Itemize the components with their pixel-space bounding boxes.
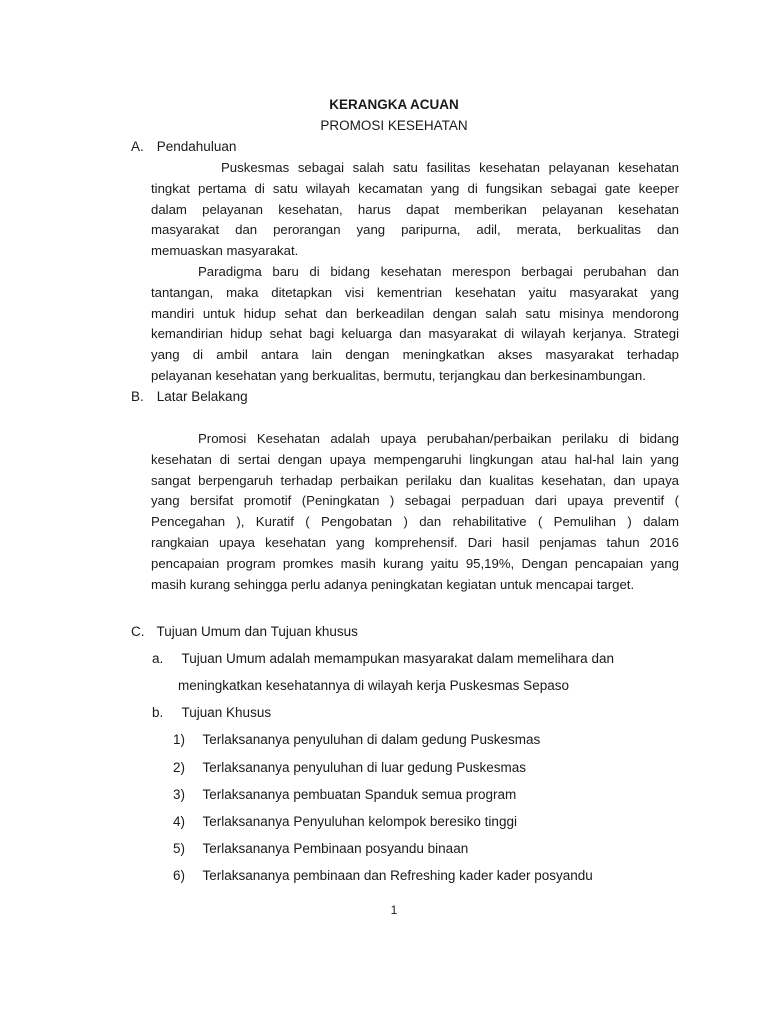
section-c-heading (131, 624, 358, 639)
text-line: kesehatan di sertai dengan upaya mempengaruhi lingkungan atau hal-hal lain yang (151, 451, 679, 467)
list-item-number: 6) (173, 868, 186, 883)
subsection-a-label: a. (152, 651, 164, 666)
list-item-number: 4) (173, 814, 186, 829)
text-line: dalam pelayanan kesehatan, harus dapat memberikan pelayanan kesehatan (151, 201, 679, 217)
section-a-paragraph-1 (151, 158, 679, 262)
text-line: sangat berpengaruh terhadap perbaikan perilaku dan kualitas kesehatan, dan upaya (151, 472, 679, 488)
text-line: pencapaian program promkes masih kurang yaitu 95,19%, Dengan pencapaian yang (151, 555, 679, 571)
subsection-b (152, 705, 271, 720)
page-number: 1 (390, 903, 398, 917)
section-a-title: Pendahuluan (156, 139, 237, 154)
text-line: Pencegahan ), Kuratif ( Pengobatan ) dan rehabilitative ( Pemulihan ) dalam (151, 514, 679, 530)
section-a-heading (131, 139, 236, 154)
section-b-title: Latar Belakang (156, 389, 248, 404)
text-line: kemandirian hidup sehat bagi keluarga dan masyarakat di wilayah kerjanya. Strategi (151, 326, 679, 342)
text-line: tantangan, maka ditetapkan visi kementrian kesehatan yaitu masyarakat yang (151, 284, 679, 300)
list-item-text: Terlaksananya pembinaan dan Refreshing kader kader posyandu (202, 868, 593, 883)
text-line: Puskesmas sebagai salah satu fasilitas kesehatan pelayanan kesehatan (221, 160, 679, 175)
list-item (173, 841, 468, 856)
section-c-label: C. (131, 624, 145, 639)
text-line: tingkat pertama di satu wilayah kecamatan yang di fungsikan sebagai gate keeper (151, 180, 679, 196)
list-item-number: 5) (173, 841, 186, 856)
section-c-title: Tujuan Umum dan Tujuan khusus (156, 624, 358, 639)
subsection-a-continuation: meningkatkan kesehatannya di wilayah kerja Puskesmas Sepaso (178, 678, 569, 693)
list-item (173, 760, 526, 775)
subsection-b-title: Tujuan Khusus (181, 705, 272, 720)
document-title: KERANGKA ACUAN (329, 97, 459, 112)
subsection-a-text: Tujuan Umum adalah memampukan masyarakat dalam memelihara dan (181, 651, 614, 666)
list-item-number: 3) (173, 787, 186, 802)
text-line: masih kurang sehingga perlu adanya peningkatan kegiatan untuk mencapai target. (151, 576, 635, 592)
list-item-text: Terlaksananya penyuluhan di dalam gedung Puskesmas (202, 732, 541, 747)
subsection-b-label: b. (152, 705, 164, 720)
section-a-paragraph-2 (151, 262, 679, 387)
text-line: rangkaian upaya kesehatan yang komprehensif. Dari hasil penjamas tahun 2016 (151, 534, 679, 550)
section-b-label: B. (131, 389, 144, 404)
list-item-text: Terlaksananya Pembinaan posyandu binaan (202, 841, 469, 856)
text-line: Promosi Kesehatan adalah upaya perubahan/perbaikan perilaku di bidang (198, 431, 679, 446)
text-line: mandiri untuk hidup sehat dan berkeadilan dengan salah satu misinya mendorong (151, 305, 679, 321)
section-a-label: A. (131, 139, 144, 154)
section-b-heading (131, 389, 248, 404)
text-line: Paradigma baru di bidang kesehatan merespon berbagai perubahan dan (198, 264, 679, 279)
list-item-text: Terlaksananya Penyuluhan kelompok beresiko tinggi (202, 814, 517, 829)
list-item (173, 814, 517, 829)
text-line: yang di ambil antara lain dengan meningkatkan akses masyarakat terhadap (151, 347, 679, 363)
list-item-text: Terlaksananya penyuluhan di luar gedung Puskesmas (202, 760, 526, 775)
list-item-text: Terlaksananya pembuatan Spanduk semua program (202, 787, 517, 802)
text-line: masyarakat dan perorangan yang paripurna, adil, merata, berkualitas dan (151, 222, 679, 238)
list-item-number: 1) (173, 732, 186, 747)
section-b-paragraph-1 (151, 429, 679, 595)
document-subtitle: PROMOSI KESEHATAN (320, 118, 468, 133)
list-item (173, 868, 593, 883)
list-item-number: 2) (173, 760, 186, 775)
list-item (173, 732, 540, 747)
text-line: pelayanan kesehatan yang berkualitas, bermutu, terjangkau dan berkesinambungan. (151, 367, 646, 383)
text-line: yang bersifat promotif (Peningkatan ) sebagai perpaduan dari upaya preventif ( (151, 493, 679, 509)
text-line: memuaskan masyarakat. (151, 243, 299, 259)
subsection-a (152, 651, 614, 666)
list-item (173, 787, 516, 802)
